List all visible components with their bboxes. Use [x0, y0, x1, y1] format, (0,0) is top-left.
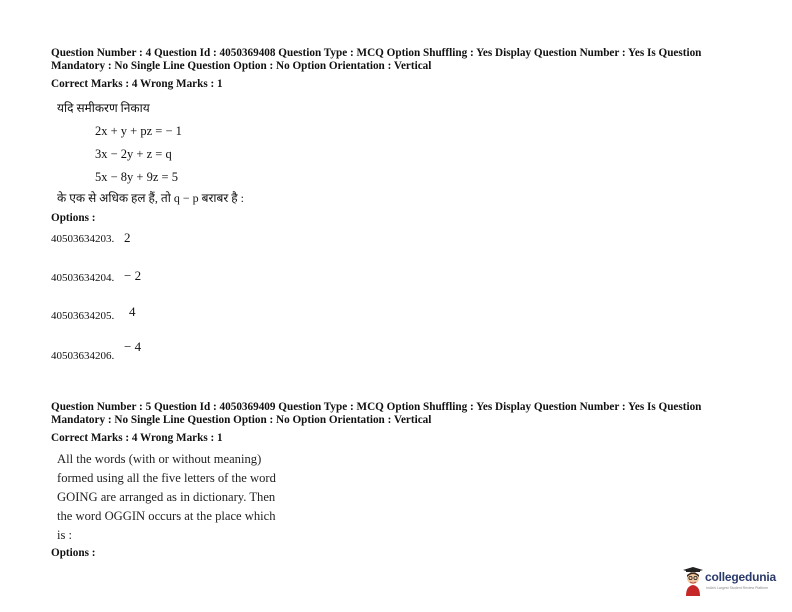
- q4-option-id: 40503634206.: [51, 350, 115, 362]
- q5-text-line: formed using all the five letters of the word: [57, 471, 276, 485]
- q5-options-label: Options :: [51, 547, 96, 559]
- q4-option-id: 40503634203.: [51, 233, 115, 245]
- q4-outro: के एक से अधिक हल हैं, तो q − p बराबर है :: [57, 191, 244, 205]
- q4-option-id: 40503634205.: [51, 310, 115, 322]
- q4-option-value[interactable]: − 2: [124, 268, 142, 283]
- q5-text-line: the word OGGIN occurs at the place which: [57, 509, 276, 523]
- collegedunia-logo: [683, 566, 783, 598]
- q5-header-line1: Question Number : 5 Question Id : 4050369409 Question Type : MCQ Option Shuffling : Yes Display Question Number : Yes Is Question: [51, 401, 702, 413]
- q5-header-line2: Mandatory : No Single Line Question Option : No Option Orientation : Vertical: [51, 414, 432, 426]
- q4-option-value[interactable]: − 4: [124, 339, 142, 354]
- q5-text-line: All the words (with or without meaning): [57, 452, 262, 466]
- q4-equation-1: 2x + y + pz = − 1: [95, 124, 182, 138]
- brand-name: collegedunia: [705, 570, 776, 584]
- q4-option-id: 40503634204.: [51, 272, 115, 284]
- q5-marks: Correct Marks : 4 Wrong Marks : 1: [51, 432, 223, 444]
- q4-header-line1: Question Number : 4 Question Id : 4050369408 Question Type : MCQ Option Shuffling : Yes Display Question Number : Yes Is Question: [51, 47, 702, 59]
- q4-marks: Correct Marks : 4 Wrong Marks : 1: [51, 78, 223, 90]
- q4-equation-3: 5x − 8y + 9z = 5: [95, 170, 178, 184]
- student-mascot-icon: [683, 567, 705, 597]
- q4-intro: यदि समीकरण निकाय: [57, 101, 150, 115]
- q4-header-line2: Mandatory : No Single Line Question Option : No Option Orientation : Vertical: [51, 60, 432, 72]
- q5-text-line: GOING are arranged as in dictionary. Then: [57, 490, 276, 504]
- q4-option-value[interactable]: 2: [124, 230, 131, 245]
- q5-text-line: is :: [57, 528, 73, 542]
- q4-options-label: Options :: [51, 212, 96, 224]
- q4-equation-2: 3x − 2y + z = q: [95, 147, 172, 161]
- q4-option-value[interactable]: 4: [129, 304, 136, 319]
- brand-tagline: India's Largest Student Review Platform: [706, 586, 769, 590]
